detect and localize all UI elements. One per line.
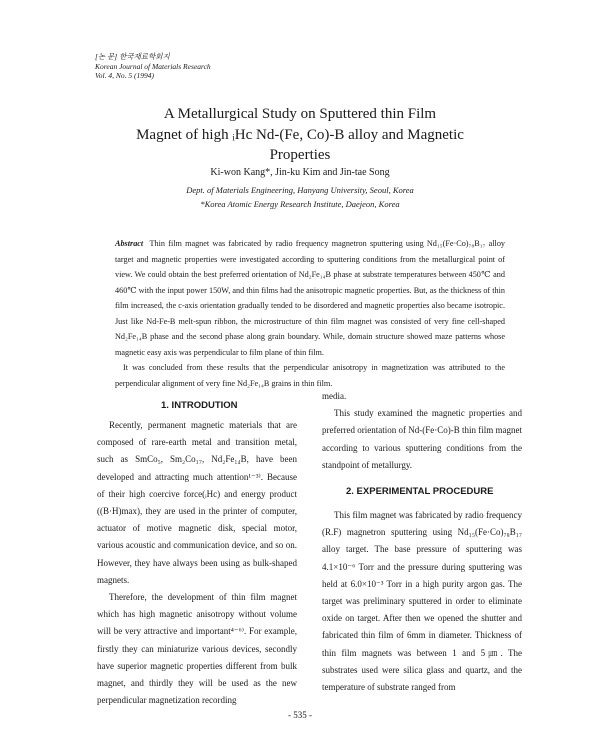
abstract <box>115 236 505 391</box>
left-column <box>97 417 297 709</box>
journal-header <box>95 52 211 81</box>
page-number: - 535 - <box>288 710 312 720</box>
right-column <box>322 388 522 474</box>
intro-paragraph-1: Recently, permanent magnetic materials that are composed of rare-earth metal and transition metal, such as SmCo₅, Sm₂Co₁₇, Nd₂Fe₁₄B, have been developed and attracting much attention¹⁻³⁾. Because of their high coercive force(ᵢHc) and energy product ((B·H)max), they are used in the printer of computer, actuator of motive magnetic disk, special motor, various acoustic and communication device, and so on. However, they have always been using as bulk-shaped magnets. <box>97 420 297 585</box>
journal-korean-name: [논 문] 한국재료학회지 <box>95 52 170 61</box>
journal-volume: Vol. 4, No. 5 (1994) <box>95 71 154 80</box>
section-heading-experimental: 2. EXPERIMENTAL PROCEDURE <box>346 486 494 497</box>
intro-continuation: media. <box>322 391 347 401</box>
abstract-paragraph-1 <box>115 236 505 360</box>
abstract-text-1: Thin film magnet was fabricated by radio frequency magnetron sputtering using Nd₁₅(Fe·Co)₇₈B₁₇ alloy target and magnetic properties were investigated according to sputtering conditions from the metallurgical point of view. We could obtain the best preferred orientation of Nd₂Fe₁₄B phase at substrate temperatures between 450℃ and 460℃ with the input power 150W, and thin films had the anisotropic magnetic properties. But, as the thickness of thin film increased, the c-axis orientation gradually tended to be disordered and magnetic properties also became isotropic. Just like Nd-Fe-B melt-spun ribbon, the microstructure of thin film magnet was consisted of very fine cell-shaped Nd₂Fe₁₄B phase and the second phase along grain boundary. While, domain structure showed maze patterns whose magnetic easy axis was perpendicular to film plane of thin film. <box>115 239 506 357</box>
paper-title <box>95 104 505 166</box>
title-line-2: Magnet of high ᵢHc Nd-(Fe, Co)-B alloy and Magnetic <box>136 126 464 143</box>
affiliation-1: Dept. of Materials Engineering, Hanyang University, Seoul, Korea <box>186 185 414 195</box>
abstract-paragraph-2: It was concluded from these results that the perpendicular anisotropy in magnetization was attributed to the perpendicular alignment of very fine Nd₂Fe₁₄B grains in thin film. <box>115 363 505 388</box>
experimental-text: This film magnet was fabricated by radio frequency (R.F) magnetron sputtering using Nd₁₅(Fe·Co)₇₈B₁₇ alloy target. The base pressure of sputtering was 4.1×10⁻⁶ Torr and the pressure during sputtering was held at 6.0×10⁻³ Torr in a high purity argon gas. The target was preliminary sputtered in order to eliminate oxide on target. After then we opened the shutter and fabricated thin film of 6mm in diameter. Thickness of thin film magnets was between 1 and 5㎛. The substrates used were silica glass and quartz, and the temperature of substrate ranged from <box>322 510 522 693</box>
intro-paragraph-3: This study examined the magnetic properties and preferred orientation of Nd-(Fe·Co)-B thin film magnet according to various sputtering conditions from the standpoint of metallurgy. <box>322 408 522 470</box>
title-line-1: A Metallurgical Study on Sputtered thin Film <box>163 106 437 122</box>
affiliation-2: *Korea Atomic Energy Research Institute, Daejeon, Korea <box>200 199 400 209</box>
authors: Ki-won Kang*, Jin-ku Kim and Jin-tae Song <box>210 167 390 178</box>
section-heading-introduction: 1. INTRODUTION <box>161 400 238 411</box>
title-line-3: Properties <box>269 147 331 163</box>
experimental-paragraph-1 <box>322 507 522 696</box>
abstract-label: Abstract <box>115 239 144 248</box>
intro-paragraph-2: Therefore, the development of thin film magnet which has high magnetic anisotropy without volume will be very attractive and important⁴⁻⁶⁾. For example, firstly they can miniaturize various devices, secondly have superior magnetic properties different from bulk magnet, and thirdly they will be used as the new perpendicular magnetization recording <box>97 592 297 706</box>
journal-english-name: Korean Journal of Materials Research <box>95 61 211 71</box>
